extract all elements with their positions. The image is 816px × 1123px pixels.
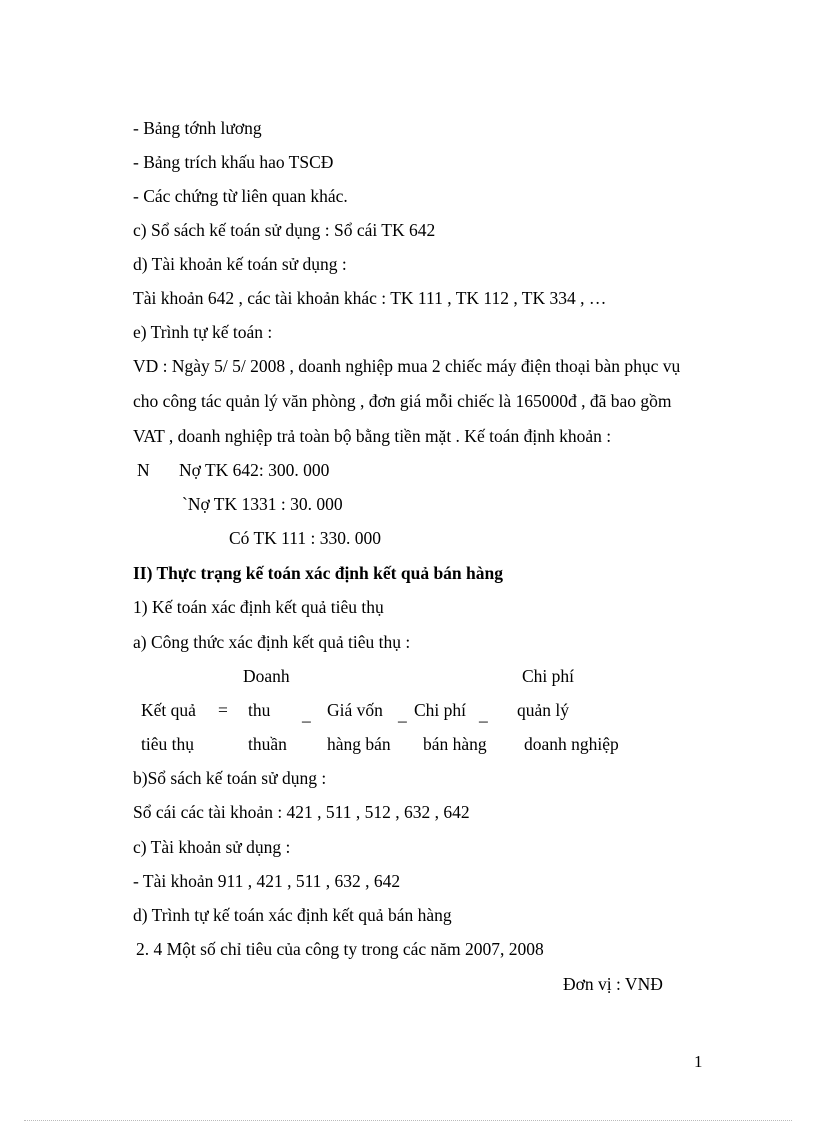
unit-label: Đơn vị : VNĐ: [563, 974, 663, 994]
line-so-cai-tai-khoan: Sổ cái các tài khoản : 421 , 511 , 512 , 632 , 642: [133, 802, 470, 822]
page-bottom-divider: [24, 1120, 792, 1121]
line-trinh-tu-ket-qua: d) Trình tự kế toán xác định kết quả bán hàng: [133, 905, 452, 925]
line-so-sach-su-dung: b)Sổ sách kế toán sử dụng :: [133, 768, 327, 788]
line-tai-khoan-su-dung: d) Tài khoản kế toán sử dụng :: [133, 254, 347, 274]
formula-thu: thu: [248, 700, 271, 720]
formula-minus-1: _: [302, 704, 311, 724]
formula-minus-3: _: [479, 704, 488, 724]
formula-doanh: Doanh: [243, 666, 290, 686]
formula-hang-ban: hàng bán: [327, 734, 391, 754]
formula-chi-phi-top: Chi phí: [522, 666, 575, 686]
line-tai-khoan-911: - Tài khoản 911 , 421 , 511 , 632 , 642: [133, 871, 401, 891]
line-chung-tu-khac: - Các chứng từ liên quan khác.: [133, 186, 348, 206]
line-vi-du-1: VD : Ngày 5/ 5/ 2008 , doanh nghiệp mua 2 chiếc máy điện thoại bàn phục vụ: [133, 356, 681, 376]
formula-thuan: thuần: [248, 734, 287, 754]
formula-quan-ly: quản lý: [517, 700, 570, 720]
entry-co-111: Có TK 111 : 330. 000: [229, 528, 381, 548]
formula-tieu-thu: tiêu thụ: [141, 734, 194, 754]
formula-minus-2: _: [398, 704, 407, 724]
page-number: 1: [694, 1052, 703, 1071]
line-so-sach-ke-toan: c) Sổ sách kế toán sử dụng : Sổ cái TK 642: [133, 220, 436, 240]
entry-no-1331: `Nợ TK 1331 : 30. 000: [182, 494, 343, 514]
line-chi-tieu-cong-ty: 2. 4 Một số chỉ tiêu của công ty trong các năm 2007, 2008: [136, 939, 544, 959]
line-vi-du-2: cho công tác quản lý văn phòng , đơn giá mỗi chiếc là 165000đ , đã bao gồm: [133, 391, 672, 411]
formula-doanh-nghiep: doanh nghiệp: [524, 734, 619, 754]
formula-chi-phi: Chi phí: [414, 700, 467, 720]
line-vi-du-3: VAT , doanh nghiệp trả toàn bộ bằng tiền mặt . Kế toán định khoản :: [133, 426, 612, 446]
line-tai-khoan-642: Tài khoản 642 , các tài khoản khác : TK 111 , TK 112 , TK 334 , …: [133, 288, 607, 308]
line-ke-toan-ket-qua: 1) Kế toán xác định kết quả tiêu thụ: [133, 597, 384, 617]
section-heading-ii: II) Thực trạng kế toán xác định kết quả bán hàng: [133, 563, 503, 583]
line-tai-khoan-su-dung-2: c) Tài khoản sử dụng :: [133, 837, 291, 857]
formula-gia-von: Giá vốn: [327, 700, 383, 720]
formula-equals: =: [218, 700, 228, 720]
formula-ket-qua: Kết quả: [141, 700, 196, 720]
entry-no-642: Nợ TK 642: 300. 000: [179, 460, 330, 480]
line-cong-thuc: a) Công thức xác định kết quả tiêu thụ :: [133, 632, 411, 652]
line-bang-khau-hao: - Bảng trích khấu hao TSCĐ: [133, 152, 334, 172]
line-bang-tinh-luong: - Bảng tớnh lương: [133, 118, 262, 138]
entry-label-n: N: [137, 460, 150, 480]
line-trinh-tu-ke-toan: e) Trình tự kế toán :: [133, 322, 273, 342]
formula-ban-hang: bán hàng: [423, 734, 487, 754]
